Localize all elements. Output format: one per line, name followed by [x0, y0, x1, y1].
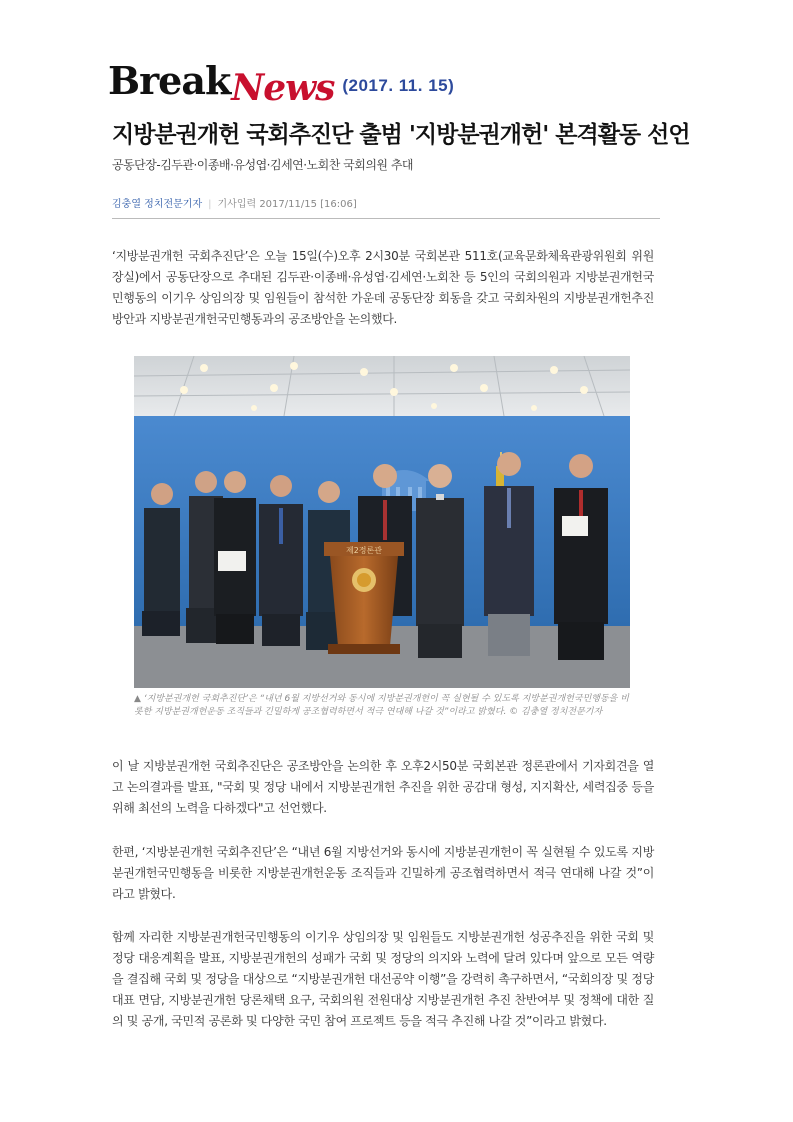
publication-date: (2017. 11. 15): [342, 76, 455, 95]
photo-caption: ▲ ‘지방분권개헌 국회추진단’은 “내년 6월 지방선거와 동시에 지방분권개헌이 꼭 실현될 수 있도록 지방분권개헌국민행동을 비롯한 지방분권개헌운동 조직들과 긴밀하게 공조협력하면서 적극 연대해 나갈 것”이라고 밝혔다. © 김충열 정치전문기자: [134, 694, 629, 717]
article-paragraph-3: 한편, ‘지방분권개헌 국회추진단’은 “내년 6월 지방선거와 동시에 지방분권개헌이 꼭 실현될 수 있도록 지방분권개헌국민행동을 비롯한 지방분권개헌운동 조직들과 긴밀하게 공조협력하면서 적극 연대해 나갈 것”이라고 밝혔다.: [112, 845, 654, 901]
byline-divider: |: [208, 199, 212, 210]
logo-news-text: News: [231, 67, 335, 109]
podium-label: 제2정론관: [345, 546, 383, 555]
article-paragraph-4: 함께 자리한 지방분권개헌국민행동의 이기우 상임의장 및 임원들도 지방분권개헌 성공추진을 위한 국회 및 정당 대응계획을 발표, 지방분권개헌의 성패가 국회 및 정당의 의지와 노력에 달려 있다며 앞으로 모든 역량을 결집해 국회 및 정당을 대상으로 “지방분권개헌 대선공약 이행”을 강력히 촉구하면서, “국회의장 및 정당 대표 면담, 지방분권개헌 당론채택 요구, 국회의원 전원대상 지방분권개헌 추진 찬반여부 및 정책에 대한 질의 및 공개, 국민적 공론화 및 다양한 국민 참여 프로젝트 등을 적극 추진해 나갈 것”이라고 밝혔다.: [112, 930, 654, 1028]
article-paragraph-1: ‘지방분권개헌 국회추진단’은 오늘 15일(수)오후 2시30분 국회본관 511호(교육문화체육관광위원회 위원장실)에서 공동단장으로 추대된 김두관·이종배·유성엽·김세연·노회찬 등 5인의 국회의원과 지방분권개헌국민행동의 이기우 상임의장 및 임원들이 참석한 가운데 공동단장 회동을 갖고 국회차원의 지방분권개헌추진 방안과 지방분권개헌국민행동과의 공조방안을 논의했다.: [112, 249, 654, 326]
header-divider: [112, 218, 660, 219]
logo-break-text: Break: [108, 58, 231, 103]
byline: [112, 195, 357, 210]
breaknews-logo[interactable]: [108, 52, 455, 109]
author-link[interactable]: 김충열 정치전문기자: [112, 199, 203, 210]
publish-timestamp: 기사입력 2017/11/15 [16:06]: [217, 199, 357, 210]
press-conference-photo: [134, 356, 630, 688]
article-paragraph-2: 이 날 지방분권개헌 국회추진단은 공조방안을 논의한 후 오후2시50분 국회본관 정론관에서 기자회견을 열고 논의결과를 발표, "국회 및 정당 내에서 지방분권개헌 추진을 위한 공감대 형성, 지지확산, 세력집중 등을 위해 최선의 노력을 다하겠다"고 선언했다.: [112, 759, 654, 815]
article-title: 지방분권개헌 국회추진단 출범 '지방분권개헌' 본격활동 선언: [112, 122, 690, 148]
article-subtitle: 공동단장-김두관·이종배·유성엽·김세연·노회찬 국회의원 추대: [112, 158, 414, 172]
